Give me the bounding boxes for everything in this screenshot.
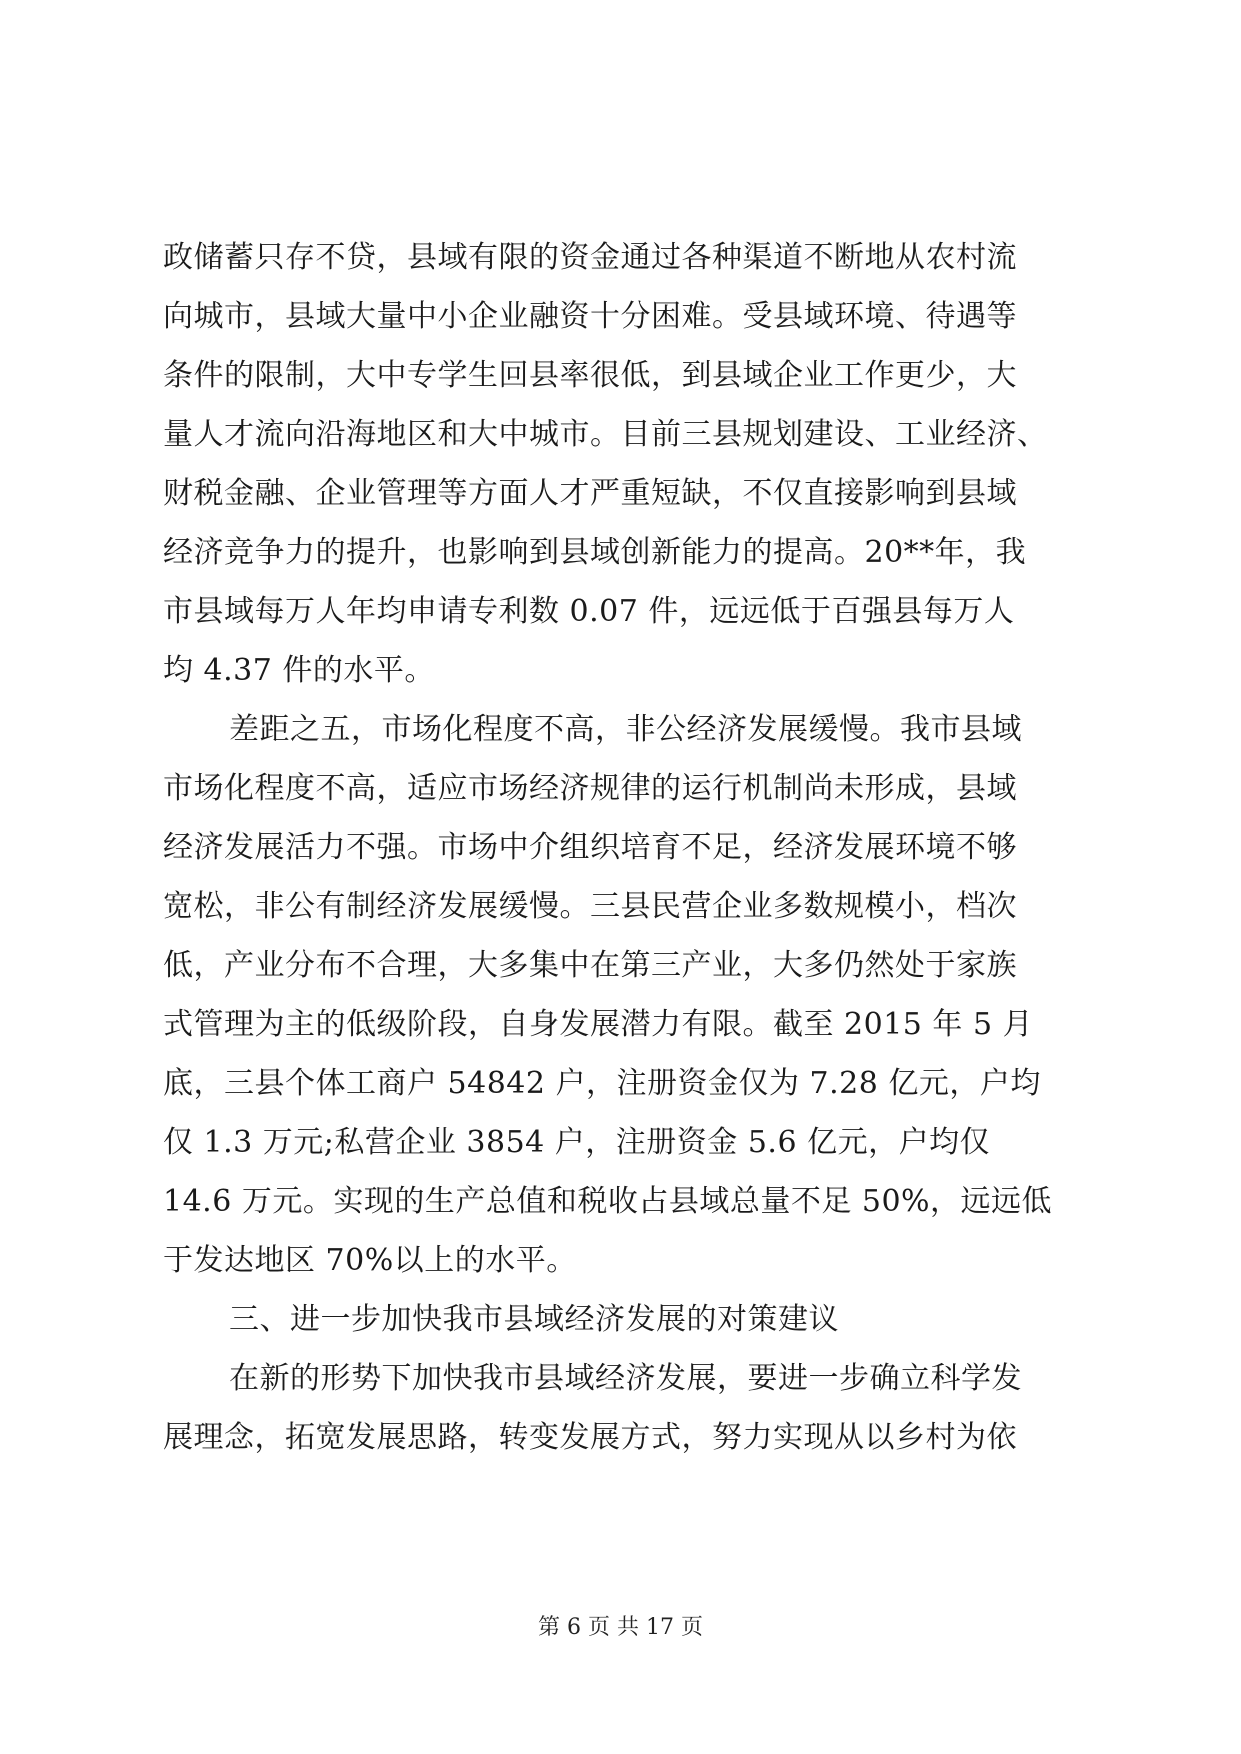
text-line-6: 经济竞争力的提升，也影响到县域创新能力的提高。20**年，我	[163, 535, 1027, 570]
text-line-10: 市场化程度不高，适应市场经济规律的运行机制尚未形成，县域	[163, 771, 1017, 806]
text-line-2: 向城市，县域大量中小企业融资十分困难。受县域环境、待遇等	[163, 299, 1017, 334]
text-line-11: 经济发展活力不强。市场中介组织培育不足，经济发展环境不够	[163, 830, 1017, 865]
text-line-17: 14.6 万元。实现的生产总值和税收占县域总量不足 50%，远远低	[163, 1184, 1053, 1219]
text-line-7: 市县域每万人年均申请专利数 0.07 件，远远低于百强县每万人	[163, 594, 1015, 629]
text-line-20: 在新的形势下加快我市县域经济发展，要进一步确立科学发	[229, 1361, 1022, 1396]
text-line-4: 量人才流向沿海地区和大中城市。目前三县规划建设、工业经济、	[163, 417, 1048, 452]
text-line-1: 政储蓄只存不贷，县域有限的资金通过各种渠道不断地从农村流	[163, 240, 1017, 275]
page-number-footer: 第 6 页 共 17 页	[538, 1615, 703, 1640]
text-line-15: 底，三县个体工商户 54842 户，注册资金仅为 7.28 亿元，户均	[163, 1066, 1041, 1101]
text-line-16: 仅 1.3 万元;私营企业 3854 户，注册资金 5.6 亿元，户均仅	[163, 1125, 991, 1160]
text-line-21: 展理念，拓宽发展思路，转变发展方式，努力实现从以乡村为依	[163, 1420, 1017, 1455]
text-line-14: 式管理为主的低级阶段，自身发展潜力有限。截至 2015 年 5 月	[163, 1007, 1034, 1042]
text-line-8: 均 4.37 件的水平。	[163, 653, 435, 688]
text-line-18: 于发达地区 70%以上的水平。	[163, 1243, 577, 1278]
text-line-9: 差距之五，市场化程度不高，非公经济发展缓慢。我市县域	[229, 712, 1022, 747]
text-line-12: 宽松，非公有制经济发展缓慢。三县民营企业多数规模小，档次	[163, 889, 1017, 924]
document-body	[163, 228, 1081, 1467]
text-line-5: 财税金融、企业管理等方面人才严重短缺，不仅直接影响到县域	[163, 476, 1017, 511]
section-heading: 三、进一步加快我市县域经济发展的对策建议	[229, 1302, 839, 1337]
text-line-3: 条件的限制，大中专学生回县率很低，到县域企业工作更少，大	[163, 358, 1017, 393]
text-line-13: 低，产业分布不合理，大多集中在第三产业，大多仍然处于家族	[163, 948, 1017, 983]
